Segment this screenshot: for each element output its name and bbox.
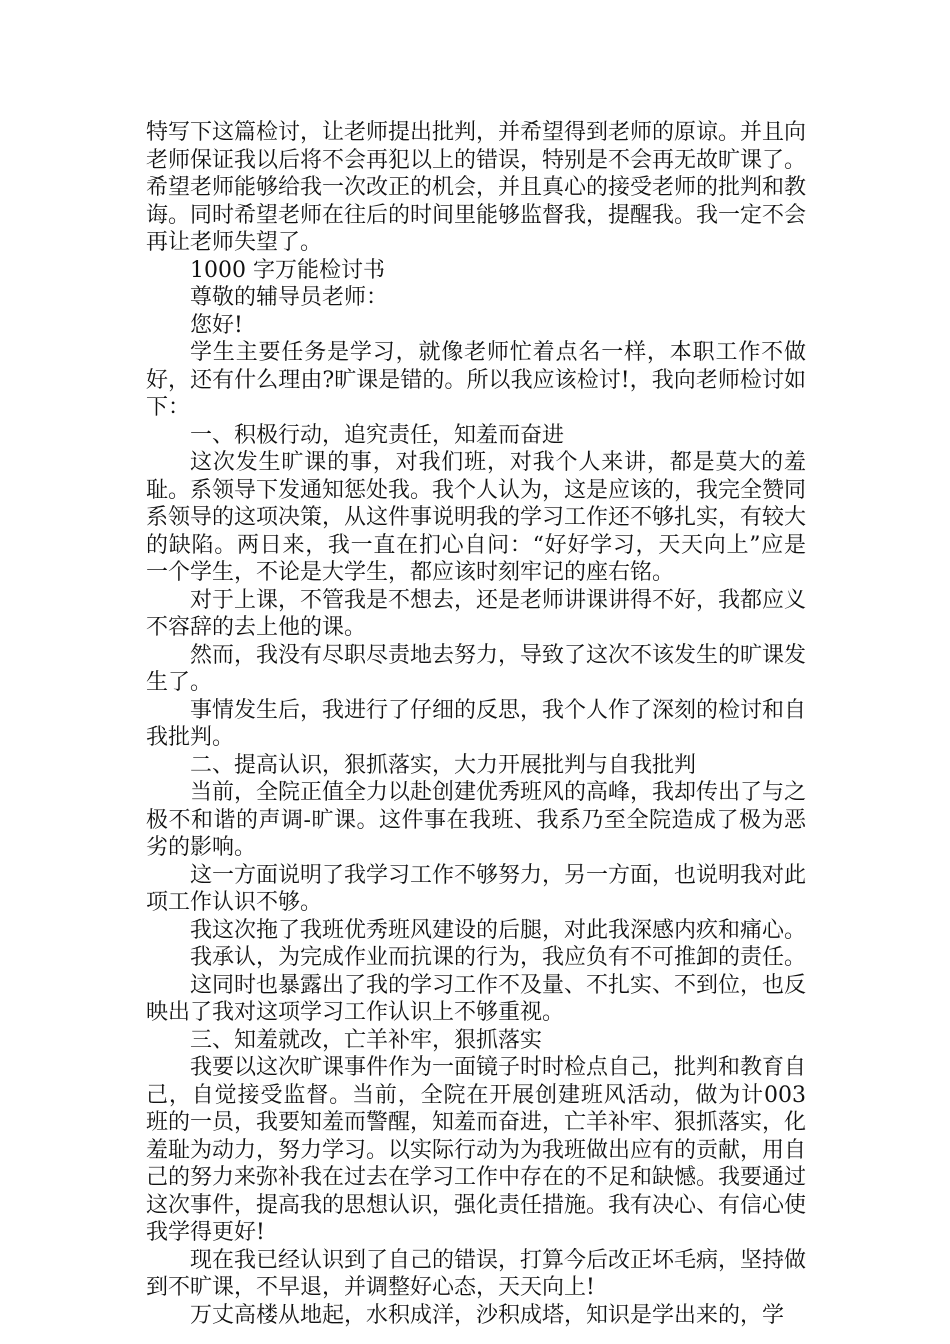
paragraph-closing-apology: 特写下这篇检讨，让老师提出批判，并希望得到老师的原谅。并且向老师保证我以后将不会再犯以上的错误，特别是不会再无故旷课了。希望老师能够给我一次改正的机会，并且真心的接受老师的批判和教诲。同时希望老师在往后的时间里能够监督我，提醒我。我一定不会再让老师失望了。 [146,120,807,255]
greeting: 您好! [190,312,243,338]
paragraph-body: 这次发生旷课的事，对我们班，对我个人来讲，都是莫大的羞耻。系领导下发通知惩处我。我个人认为，这是应该的，我完全赞同系领导的这项决策，从这件事说明我的学习工作还不够扎实，有较大的缺陷。两日来，我一直在扪心自问：“好好学习，天天向上”应是一个学生，不论是大学生，都应该时刻牢记的座右铭。 [146,450,807,585]
paragraph-body: 然而，我没有尽职尽责地去努力，导致了这次不该发生的旷课发生了。 [146,642,807,695]
paragraph-body: 万丈高楼从地起，水积成洋，沙积成塔，知识是学出来的，学 [190,1302,785,1328]
paragraph-body: 我这次拖了我班优秀班风建设的后腿，对此我深感内疚和痛心。 [190,917,807,943]
paragraph-body: 这同时也暴露出了我的学习工作不及量、不扎实、不到位，也反映出了我对这项学习工作认识上不够重视。 [146,972,807,1025]
paragraph-body: 我要以这次旷课事件作为一面镜子时时检点自己，批判和教育自己，自觉接受监督。当前，全院在开展创建班风活动，做为计003 班的一员，我要知羞而警醒，知羞而奋进，亡羊补牢、狠抓落实，化羞耻为动力，努力学习。以实际行动为为我班做出应有的贡献，用自己的努力来弥补我在过去在学习工作中存在的不足和缺憾。我要通过这次事件，提高我的思想认识，强化责任措施。我有决心、有信心使我学得更好! [146,1055,807,1245]
paragraph-body: 我承认，为完成作业而抗课的行为，我应负有不可推卸的责任。 [190,945,807,970]
document-title: 1000 字万能检讨书 [190,257,385,283]
section-heading-3: 三、知羞就改，亡羊补牢，狠抓落实 [190,1027,543,1053]
paragraph-body: 对于上课，不管我是不想去，还是老师讲课讲得不好，我都应义不容辞的去上他的课。 [146,587,807,640]
paragraph-body: 现在我已经认识到了自己的错误，打算今后改正坏毛病，坚持做到不旷课，不早退，并调整好心态，天天向上! [146,1247,807,1300]
paragraph-body: 当前，全院正值全力以赴创建优秀班风的高峰，我却传出了与之极不和谐的声调-旷课。这件事在我班、我系乃至全院造成了极为恶劣的影响。 [146,780,807,860]
section-heading-1: 一、积极行动，追究责任，知羞而奋进 [190,422,565,448]
document-body [146,119,806,1329]
salutation: 尊敬的辅导员老师： [190,285,389,310]
paragraph-body: 事情发生后，我进行了仔细的反思，我个人作了深刻的检讨和自我批判。 [146,697,807,750]
paragraph-intro: 学生主要任务是学习，就像老师忙着点名一样，本职工作不做好，还有什么理由?旷课是错的。所以我应该检讨!，我向老师检讨如下： [146,340,806,420]
paragraph-body: 这一方面说明了我学习工作不够努力，另一方面，也说明我对此项工作认识不够。 [146,862,807,915]
section-heading-2: 二、提高认识，狠抓落实，大力开展批判与自我批判 [190,752,697,778]
